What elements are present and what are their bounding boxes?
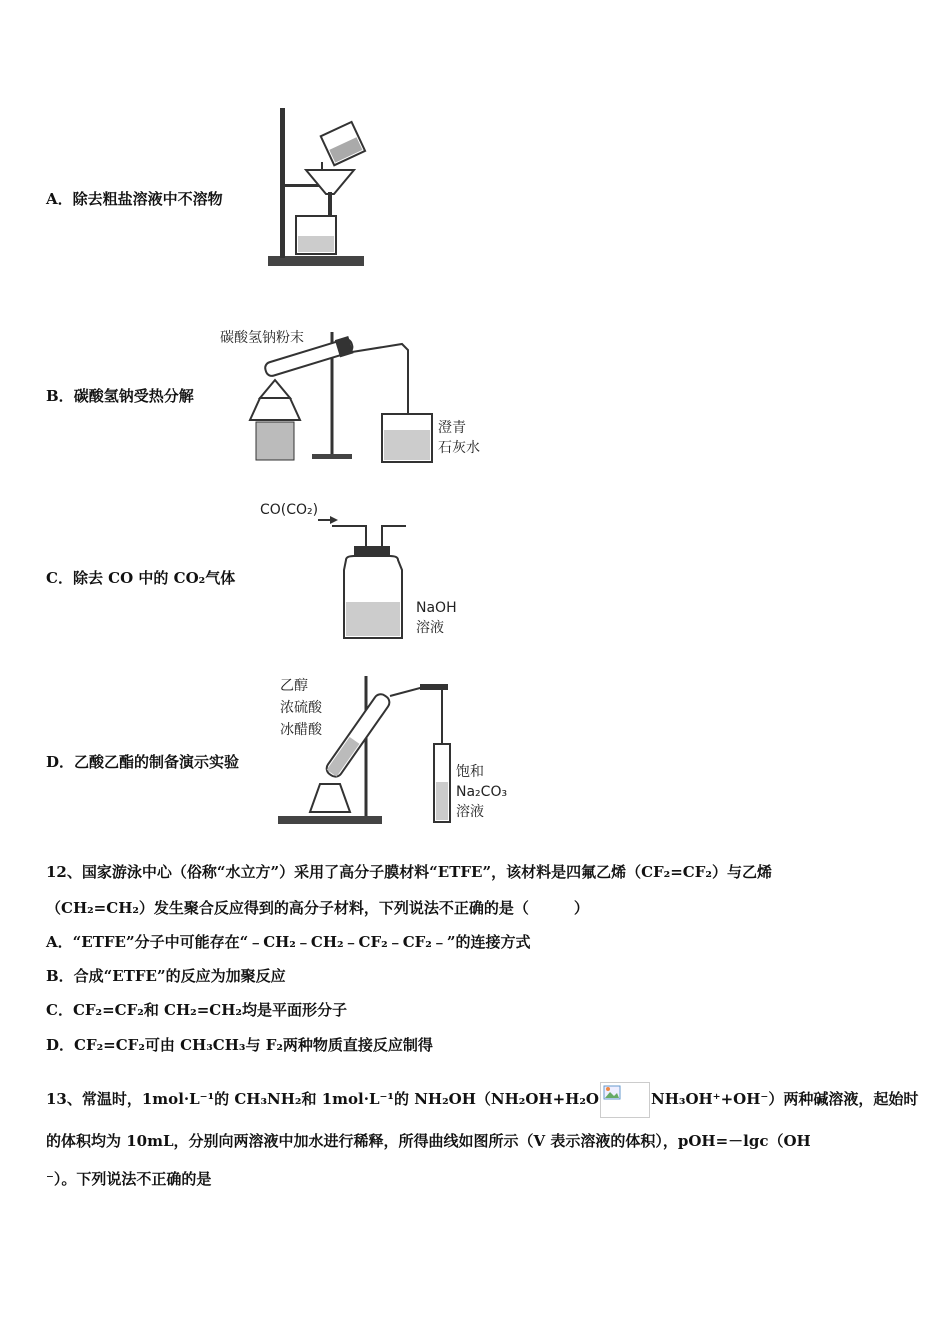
broken-image-icon: [600, 1082, 650, 1118]
figure-heating-apparatus: [212, 322, 492, 467]
option-a: A．除去粗盐溶液中不溶物: [46, 190, 223, 208]
q12-option-b: B．合成“ETFE”的反应为加聚反应: [46, 967, 286, 985]
label-d-r2: Na₂CO₃: [456, 784, 508, 800]
q13-stem-line2: 的体积均为 10mL，分别向两溶液中加水进行稀释，所得曲线如图所示（V 表示溶液的体积），pOH=－lgc（OH: [46, 1132, 811, 1150]
q12-stem-line1: 12、国家游泳中心（俗称“水立方”）采用了高分子膜材料“ETFE”，该材料是四氟乙烯（CF₂=CF₂）与乙烯: [46, 863, 772, 881]
label-b-top: 碳酸氢钠粉末: [220, 330, 304, 346]
figure-filtration-apparatus: [262, 104, 372, 272]
label-c-sol1: NaOH: [416, 600, 457, 616]
figure-ester-apparatus: [270, 672, 520, 830]
option-d: D．乙酸乙酯的制备演示实验: [46, 753, 240, 771]
q13-stem-line1: 13、常温时，1mol·L⁻¹的 CH₃NH₂和 1mol·L⁻¹的 NH₂OH（NH₂OH+H₂O NH₃OH⁺+OH⁻）两种碱溶液，起始时: [46, 1082, 918, 1118]
label-b-right2: 石灰水: [438, 440, 480, 456]
label-c-sol2: 溶液: [416, 620, 444, 636]
q13-stem-line3: ⁻）。下列说法不正确的是: [46, 1170, 212, 1188]
label-d-l1: 乙醇: [280, 678, 308, 694]
q12-stem-line2: （CH₂=CH₂）发生聚合反应得到的高分子材料，下列说法不正确的是（ ）: [46, 899, 589, 917]
figure-gas-washing-bottle: [256, 498, 466, 643]
q12-option-d: D．CF₂=CF₂可由 CH₃CH₃与 F₂两种物质直接反应制得: [46, 1036, 433, 1054]
label-d-r1: 饱和: [456, 764, 484, 780]
label-c-gas: CO(CO₂): [260, 502, 319, 518]
option-c: C．除去 CO 中的 CO₂气体: [46, 569, 236, 587]
label-d-l3: 冰醋酸: [280, 722, 322, 738]
label-b-right1: 澄青: [438, 420, 466, 436]
option-b: B．碳酸氢钠受热分解: [46, 387, 194, 405]
q12-option-a: A．“ETFE”分子中可能存在“﹣CH₂﹣CH₂﹣CF₂﹣CF₂﹣”的连接方式: [46, 933, 531, 951]
label-d-l2: 浓硫酸: [280, 700, 322, 716]
q12-option-c: C．CF₂=CF₂和 CH₂=CH₂均是平面形分子: [46, 1001, 347, 1019]
label-d-r3: 溶液: [456, 804, 484, 820]
